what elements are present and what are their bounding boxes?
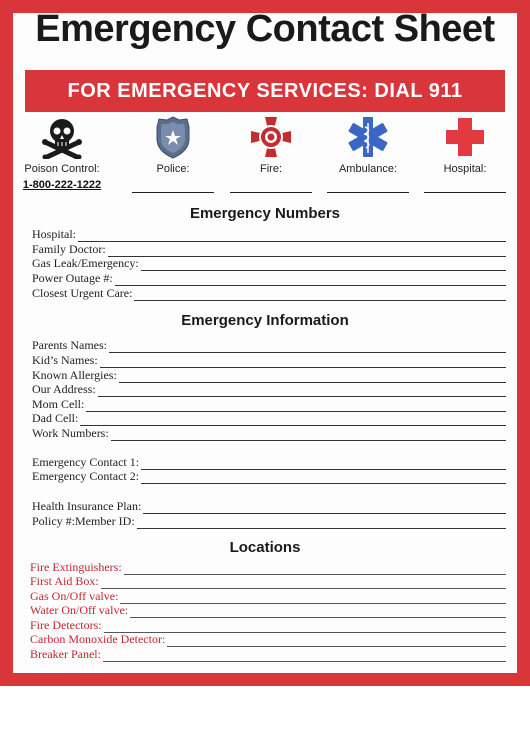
fill-line[interactable] [134,290,506,301]
field-gas-valve[interactable] [30,590,506,604]
field-gas-leak[interactable] [32,257,506,271]
fill-line[interactable] [101,578,506,589]
poison-control-number[interactable]: 1-800-222-1222 [22,179,102,191]
fill-line[interactable] [115,275,506,286]
skull-crossbones-icon [40,115,84,159]
field-label: Mom Cell: [32,397,85,411]
field-label: Parents Names: [32,338,107,352]
service-label: Police: [156,163,190,175]
field-hospital[interactable] [32,228,506,242]
field-label: Policy #:Member ID: [32,514,135,528]
field-label: Gas On/Off valve: [30,589,119,603]
field-label: Water On/Off valve: [30,603,129,617]
field-label: Closest Urgent Care: [32,286,133,300]
service-label: Fire: [260,163,282,175]
fill-line[interactable] [119,372,506,383]
fire-number-line[interactable] [230,192,312,193]
service-label: Hospital: [443,163,487,175]
service-hospital [420,115,510,175]
field-label: First Aid Box: [30,574,99,588]
field-family-doctor[interactable] [32,243,506,257]
field-label: Our Address: [32,382,96,396]
service-label: Poison Control: [24,163,100,175]
field-health-insurance[interactable] [32,500,506,514]
fill-line[interactable] [137,518,506,529]
field-label: Emergency Contact 2: [32,469,140,483]
field-label: Dad Cell: [32,411,79,425]
field-emergency-contact-2[interactable] [32,470,506,484]
service-police [128,115,218,175]
field-label: Fire Extinguishers: [30,560,122,574]
field-parents-names[interactable] [32,339,506,353]
field-fire-detectors[interactable] [30,619,506,633]
fill-line[interactable] [141,473,506,484]
maltese-cross-icon [249,115,293,159]
service-poison-control [17,115,107,191]
red-cross-icon [443,115,487,159]
field-mom-cell[interactable] [32,398,506,412]
field-policy-member-id[interactable] [32,515,506,529]
field-co-detector[interactable] [30,633,506,647]
police-badge-icon [151,115,195,159]
field-urgent-care[interactable] [32,287,506,301]
fill-line[interactable] [143,503,506,514]
field-label: Power Outage #: [32,271,113,285]
fill-line[interactable] [120,593,506,604]
hospital-number-line[interactable] [424,192,506,193]
fill-line[interactable] [80,415,506,426]
fill-line[interactable] [124,564,506,575]
field-label: Hospital: [32,227,76,241]
field-label: Work Numbers: [32,426,109,440]
field-fire-extinguishers[interactable] [30,561,506,575]
field-label: Known Allergies: [32,368,117,382]
section-title-emergency-numbers: Emergency Numbers [189,205,341,222]
field-kids-names[interactable] [32,354,506,368]
ambulance-number-line[interactable] [327,192,409,193]
field-label: Health Insurance Plan: [32,499,142,513]
field-our-address[interactable] [32,383,506,397]
field-work-numbers[interactable] [32,427,506,441]
field-label: Emergency Contact 1: [32,455,140,469]
fill-line[interactable] [141,459,506,470]
service-ambulance [323,115,413,175]
fill-line[interactable] [108,246,506,257]
field-label: Breaker Panel: [30,647,101,661]
field-label: Kid’s Names: [32,353,98,367]
service-label: Ambulance: [338,163,398,175]
emergency-banner: FOR EMERGENCY SERVICES: DIAL 911 [25,70,505,112]
fill-line[interactable] [141,260,506,271]
section-title-locations: Locations [229,539,301,556]
field-breaker-panel[interactable] [30,648,506,662]
field-power-outage[interactable] [32,272,506,286]
fill-line[interactable] [103,651,506,662]
field-label: Gas Leak/Emergency: [32,256,139,270]
field-label: Family Doctor: [32,242,106,256]
field-dad-cell[interactable] [32,412,506,426]
fill-line[interactable] [111,430,506,441]
field-known-allergies[interactable] [32,369,506,383]
fill-line[interactable] [130,607,506,618]
page-title: Emergency Contact Sheet [35,8,495,50]
field-first-aid-box[interactable] [30,575,506,589]
field-label: Fire Detectors: [30,618,102,632]
fill-line[interactable] [109,342,506,353]
fill-line[interactable] [78,231,506,242]
fill-line[interactable] [98,386,506,397]
star-of-life-icon [346,115,390,159]
fill-line[interactable] [100,357,506,368]
service-fire [226,115,316,175]
section-title-emergency-information: Emergency Information [181,312,349,329]
fill-line[interactable] [86,401,506,412]
field-label: Carbon Monoxide Detector: [30,632,166,646]
fill-line[interactable] [167,636,506,647]
field-water-valve[interactable] [30,604,506,618]
field-emergency-contact-1[interactable] [32,456,506,470]
police-number-line[interactable] [132,192,214,193]
